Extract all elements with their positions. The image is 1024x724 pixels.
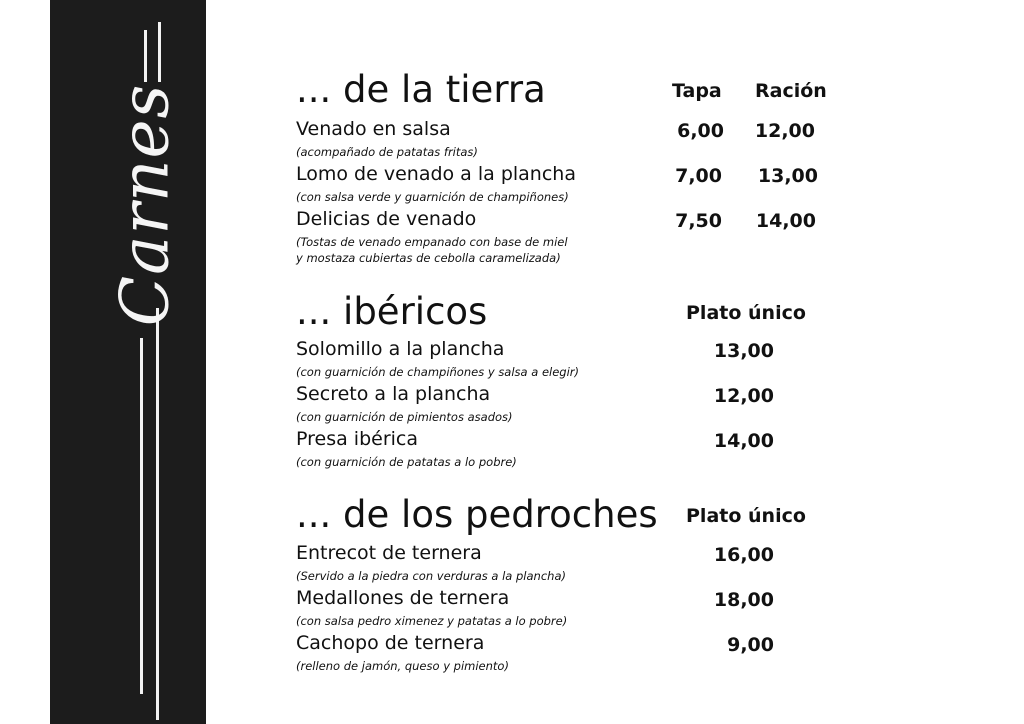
item-name: Secreto a la plancha xyxy=(296,383,491,405)
item-description: (con guarnición de patatas a lo pobre) xyxy=(296,455,517,469)
price-tapa: 7,50 xyxy=(675,210,722,232)
section-ibericos xyxy=(296,290,856,480)
item-name: Delicias de venado xyxy=(296,208,477,230)
item-name: Medallones de ternera xyxy=(296,587,510,609)
column-header-plato-unico: Plato único xyxy=(686,505,806,527)
price-racion: 12,00 xyxy=(754,120,815,142)
item-name: Lomo de venado a la plancha xyxy=(296,163,576,185)
price-plato-unico: 18,00 xyxy=(713,589,774,611)
item-name: Solomillo a la plancha xyxy=(296,338,505,360)
sidebar-line-bottom-right xyxy=(156,308,159,720)
item-description: (con salsa verde y guarnición de champiñones) xyxy=(296,190,569,204)
price-plato-unico: 12,00 xyxy=(713,385,774,407)
item-description: (con guarnición de pimientos asados) xyxy=(296,410,513,424)
price-tapa: 6,00 xyxy=(677,120,724,142)
price-plato-unico: 13,00 xyxy=(713,340,774,362)
item-description: (Servido a la piedra con verduras a la plancha) xyxy=(296,569,566,583)
sidebar-line-top-left xyxy=(144,30,147,82)
price-plato-unico: 9,00 xyxy=(727,634,774,656)
item-description: (con guarnición de champiñones y salsa a elegir) xyxy=(296,365,580,379)
column-header-plato-unico: Plato único xyxy=(686,302,806,324)
price-racion: 14,00 xyxy=(755,210,816,232)
sidebar-line-bottom-left xyxy=(140,338,143,694)
price-plato-unico: 16,00 xyxy=(713,544,774,566)
section-title: ... de los pedroches xyxy=(296,493,658,536)
item-description: (relleno de jamón, queso y pimiento) xyxy=(296,659,509,673)
item-description: (acompañado de patatas fritas) xyxy=(296,145,478,159)
price-racion: 13,00 xyxy=(757,165,818,187)
item-name: Presa ibérica xyxy=(296,428,418,450)
item-name: Cachopo de ternera xyxy=(296,632,485,654)
section-de-la-tierra xyxy=(296,68,856,278)
column-header-tapa: Tapa xyxy=(672,80,722,102)
item-name: Entrecot de ternera xyxy=(296,542,482,564)
item-description: (Tostas de venado empanado con base de miel y mostaza cubiertas de cebolla caramelizada) xyxy=(296,235,568,265)
column-header-racion: Ración xyxy=(755,80,827,102)
section-title: ... ibéricos xyxy=(296,290,488,333)
section-title: ... de la tierra xyxy=(296,68,546,111)
sidebar-line-top-right xyxy=(158,22,161,82)
item-description: (con salsa pedro ximenez y patatas a lo pobre) xyxy=(296,614,568,628)
sidebar-title: Carnes xyxy=(106,83,184,327)
price-plato-unico: 14,00 xyxy=(713,430,774,452)
price-tapa: 7,00 xyxy=(675,165,722,187)
item-name: Venado en salsa xyxy=(296,118,451,140)
section-de-los-pedroches xyxy=(296,493,856,683)
